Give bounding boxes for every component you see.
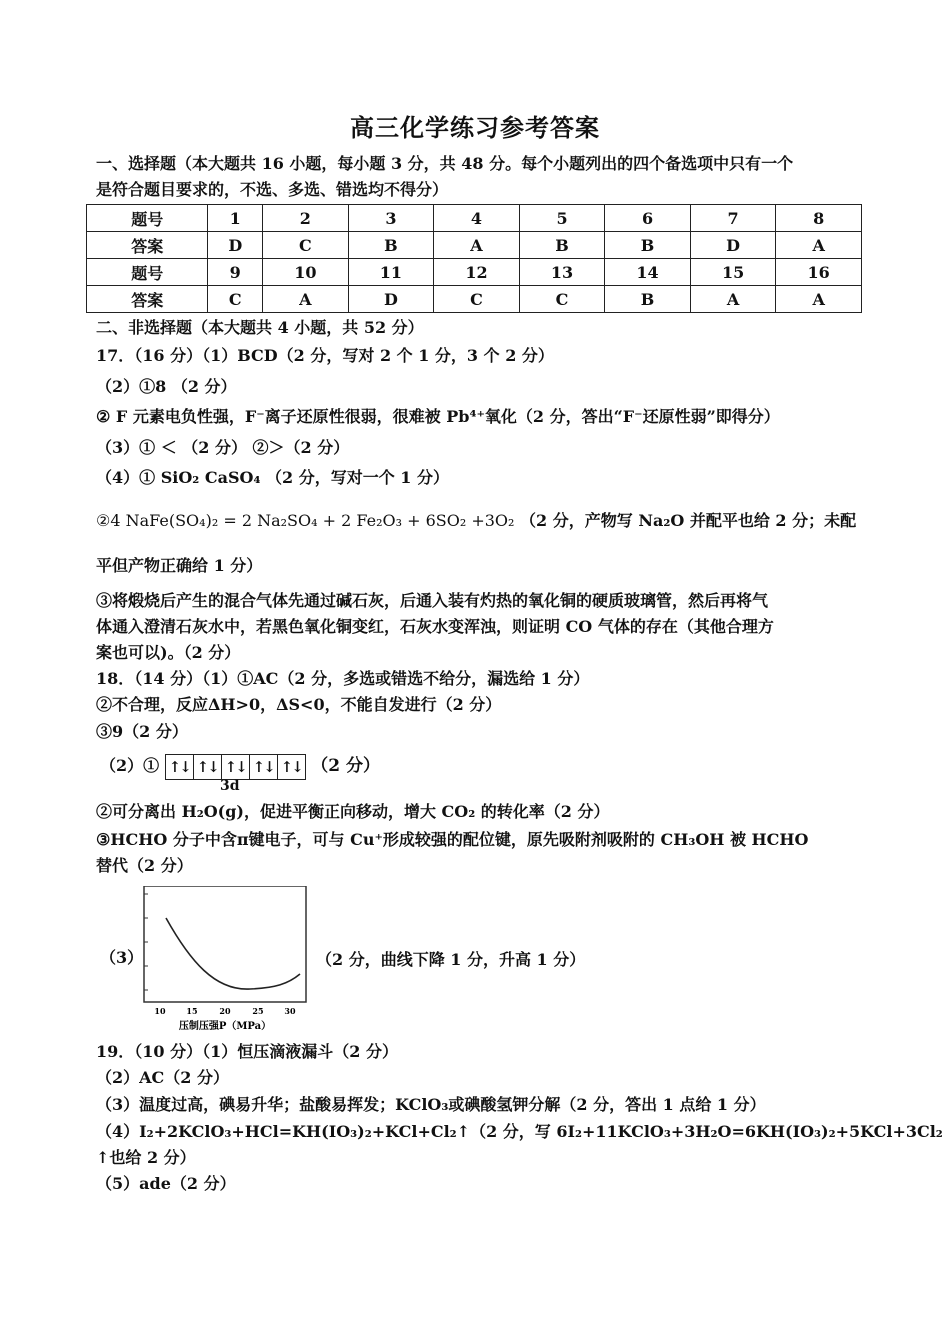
table-cell: 6 <box>605 205 691 232</box>
q17-equation-note: （2 分，产物写 Na₂O 并配平也给 2 分；未配 <box>520 511 857 530</box>
table-cell: 5 <box>519 205 605 232</box>
table-row-label: 答案 <box>87 232 208 259</box>
table-cell: 7 <box>690 205 776 232</box>
table-cell: C <box>208 286 263 313</box>
x-tick-label: 20 <box>219 1006 231 1016</box>
table-row-label: 答案 <box>87 286 208 313</box>
table-cell: A <box>263 286 349 313</box>
q18-orbital-line <box>100 752 380 780</box>
q17-line: 案也可以)。（2 分） <box>96 643 241 662</box>
table-cell: A <box>776 232 862 259</box>
table-cell: 13 <box>519 259 605 286</box>
section2-header: 二、非选择题（本大题共 4 小题，共 52 分） <box>96 318 424 337</box>
answer-table <box>86 204 862 313</box>
table-cell: 2 <box>263 205 349 232</box>
q18-line: 替代（2 分） <box>96 856 193 875</box>
q19-line: （5）ade（2 分） <box>96 1174 236 1193</box>
table-cell: 11 <box>348 259 434 286</box>
table-cell: 1 <box>208 205 263 232</box>
table-cell: B <box>605 286 691 313</box>
q17-line: ③将煅烧后产生的混合气体先通过碱石灰，后通入装有灼热的氧化铜的硬质玻璃管，然后再将气 <box>96 591 769 610</box>
q18-line: ②可分离出 H₂O(g)，促进平衡正向移动，增大 CO₂ 的转化率（2 分） <box>96 802 610 821</box>
orbital-box: ↑↓ <box>166 755 194 779</box>
table-cell: B <box>519 232 605 259</box>
table-cell: 8 <box>776 205 862 232</box>
table-cell: C <box>519 286 605 313</box>
q17-line: ② F 元素电负性强，F⁻离子还原性很弱，很难被 Pb⁴⁺氧化（2 分，答出“F⁻还原性弱”即得分） <box>96 407 780 426</box>
q18-graph-prefix: （3） <box>100 948 144 967</box>
x-tick-label: 15 <box>186 1006 198 1016</box>
table-cell: D <box>348 286 434 313</box>
q19-line: （4）I₂+2KClO₃+HCl=KH(IO₃)₂+KCl+Cl₂↑（2 分，写 6I₂+11KClO₃+3H₂O=6KH(IO₃)₂+5KCl+3Cl₂ <box>96 1122 943 1141</box>
q17-equation-line <box>96 509 856 533</box>
table-cell: C <box>434 286 520 313</box>
table-cell: A <box>434 232 520 259</box>
q17-equation: ②4 NaFe(SO₄)₂ = 2 Na₂SO₄ + 2 Fe₂O₃ + 6SO₂ +3O₂ <box>96 511 515 530</box>
q17-line: （4）① SiO₂ CaSO₄ （2 分，写对一个 1 分） <box>96 468 450 487</box>
table-cell: 10 <box>263 259 349 286</box>
q18-orbital-suffix: （2 分） <box>311 756 381 776</box>
table-cell: 12 <box>434 259 520 286</box>
q19-line: ↑也给 2 分） <box>96 1148 196 1167</box>
q18-graph-note: （2 分，曲线下降 1 分，升高 1 分） <box>316 950 586 969</box>
q17-line: （3）① ＜ （2 分） ②＞（2 分） <box>96 438 350 457</box>
orbital-box: ↑↓ <box>280 757 302 776</box>
q17-line: （2）①8 （2 分） <box>96 377 237 396</box>
table-row <box>87 286 862 313</box>
orbital-box: ↑↓ <box>222 755 250 779</box>
table-cell: D <box>690 232 776 259</box>
graph-curve <box>166 918 300 989</box>
table-cell: 4 <box>434 205 520 232</box>
table-cell: 16 <box>776 259 862 286</box>
table-row-label: 题号 <box>87 259 208 286</box>
orbital-box: ↑↓ <box>194 755 222 779</box>
table-cell: 9 <box>208 259 263 286</box>
x-axis-label: 压制压强P（MPa） <box>178 1021 272 1032</box>
q17-line: 体通入澄清石灰水中，若黑色氧化铜变红，石灰水变浑浊，则证明 CO 气体的存在（其他合理方 <box>96 617 774 636</box>
x-tick-label: 25 <box>252 1006 264 1016</box>
table-row <box>87 259 862 286</box>
q18-line: ②不合理，反应ΔH>0，ΔS<0，不能自发进行（2 分） <box>96 695 502 714</box>
section1-header-line2: 是符合题目要求的，不选、多选、错选均不得分） <box>96 180 449 199</box>
q19-line: （3）温度过高，碘易升华；盐酸易挥发；KClO₃或碘酸氢钾分解（2 分，答出 1 点给 1 分） <box>96 1095 766 1114</box>
q17-line: 17．（16 分）（1）BCD（2 分，写对 2 个 1 分，3 个 2 分） <box>96 346 554 365</box>
page-title: 高三化学练习参考答案 <box>350 113 600 142</box>
table-row-label: 题号 <box>87 205 208 232</box>
orbital-diagram <box>165 754 306 780</box>
table-cell: A <box>690 286 776 313</box>
q19-line: （2）AC（2 分） <box>96 1068 229 1087</box>
table-cell: B <box>605 232 691 259</box>
table-cell: 14 <box>605 259 691 286</box>
q17-line: 平但产物正确给 1 分） <box>96 556 263 575</box>
orbital-label: 3d <box>220 778 240 794</box>
section1-header-line1: 一、选择题（本大题共 16 小题，每小题 3 分，共 48 分。每个小题列出的四个备选项中只有一个 <box>96 154 794 173</box>
table-cell: 3 <box>348 205 434 232</box>
q18-orbital-prefix: （2）① <box>100 756 160 775</box>
q18-line: ③HCHO 分子中含π键电子，可与 Cu⁺形成较强的配位键，原先吸附剂吸附的 CH₃OH 被 HCHO <box>96 830 809 849</box>
table-cell: B <box>348 232 434 259</box>
table-cell: D <box>208 232 263 259</box>
x-tick-label: 10 <box>154 1006 166 1016</box>
q18-line: 18．（14 分）（1）①AC（2 分，多选或错选不给分，漏选给 1 分） <box>96 669 590 688</box>
table-cell: 15 <box>690 259 776 286</box>
table-row <box>87 205 862 232</box>
q18-line: ③9（2 分） <box>96 722 188 741</box>
x-tick-label: 30 <box>284 1006 296 1016</box>
pressure-curve-graph <box>140 886 310 1036</box>
q19-line: 19．（10 分）（1）恒压滴液漏斗（2 分） <box>96 1042 398 1061</box>
orbital-box: ↑↓ <box>250 755 278 779</box>
table-cell: C <box>263 232 349 259</box>
table-row <box>87 232 862 259</box>
table-cell: A <box>776 286 862 313</box>
